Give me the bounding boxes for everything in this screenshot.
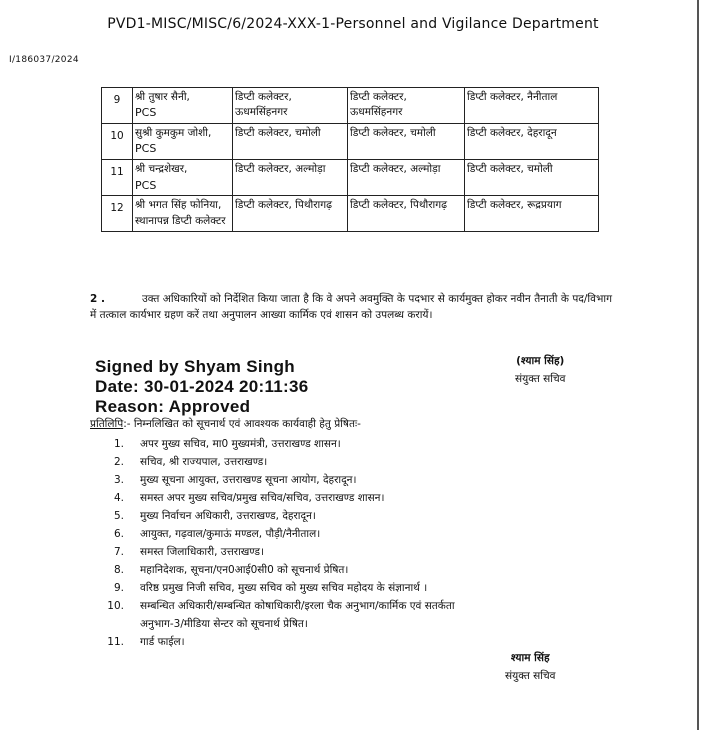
list-item — [90, 471, 610, 489]
signature-reason-text: Reason: Approved — [95, 397, 251, 416]
list-item-line: समस्त जिलाधिकारी, उत्तराखण्ड। — [140, 546, 264, 558]
table-row — [102, 196, 599, 231]
officer-name: श्री भगत सिंह फोनिया, स्थानापन्न डिप्टी कलेक्टर — [135, 199, 226, 227]
list-item-line: सचिव, श्री राज्यपाल, उत्तराखण्ड। — [140, 456, 268, 468]
list-item-text — [140, 489, 610, 507]
officer-name: श्री चन्द्रशेखर, — [135, 163, 188, 176]
relieving-post-cell: डिप्टी कलेक्टर, चमोली — [348, 124, 465, 160]
instruction-paragraph — [90, 291, 612, 324]
officer-name-cell — [133, 160, 233, 196]
list-item-number: 6. — [113, 528, 124, 540]
table-row — [102, 88, 599, 124]
list-item-number: 10. — [107, 600, 124, 612]
row-number: 10 — [102, 124, 133, 160]
list-item-line: मुख्य निर्वाचन अधिकारी, उत्तराखण्ड, देहरादून। — [140, 510, 316, 522]
list-item-number: 4. — [113, 492, 124, 504]
signature-date-text: Date: 30-01-2024 20:11:36 — [95, 377, 309, 396]
paragraph-number: 2 . — [90, 293, 105, 305]
list-item-line: महानिदेशक, सूचना/एन0आई0सी0 को सूचनार्थ प्रेषित। — [140, 564, 349, 576]
distribution-list — [90, 435, 610, 651]
list-item-text — [140, 633, 610, 651]
reference-number: I/186037/2024 — [9, 55, 79, 65]
list-item — [90, 453, 610, 471]
list-item — [90, 561, 610, 579]
signatory-block-bottom — [505, 650, 555, 686]
list-item-continuation: अनुभाग-3/मीडिया सेन्टर को सूचनार्थ प्रेषित। — [140, 618, 308, 630]
list-item-text — [140, 579, 610, 597]
row-number: 12 — [102, 196, 133, 231]
list-item-text — [140, 453, 610, 471]
new-post-cell: डिप्टी कलेक्टर, देहरादून — [465, 124, 599, 160]
list-item-number: 1. — [113, 438, 124, 450]
officer-name: सुश्री कुमकुम जोशी, — [135, 127, 212, 140]
list-item-text — [140, 597, 610, 633]
digital-signature-stamp — [95, 357, 309, 417]
list-item — [90, 525, 610, 543]
relieving-post-cell: डिप्टी कलेक्टर, ऊधमसिंहनगर — [348, 88, 465, 124]
list-item-line: मुख्य सूचना आयुक्त, उत्तराखण्ड सूचना आयोग, देहरादून। — [140, 474, 357, 486]
signed-by-text: Signed by Shyam Singh — [95, 357, 295, 376]
new-post-cell: डिप्टी कलेक्टर, रूद्रप्रयाग — [465, 196, 599, 231]
signatory-designation-bottom: संयुक्त सचिव — [505, 669, 556, 682]
list-item-number: 2. — [113, 456, 124, 468]
signatory-block-top — [515, 353, 565, 389]
current-post-cell: डिप्टी कलेक्टर, अल्मोड़ा — [233, 160, 348, 196]
list-item-number: 9. — [113, 582, 124, 594]
officer-cadre: PCS — [135, 106, 157, 120]
list-item — [90, 489, 610, 507]
copy-to-label: प्रतिलिपि — [90, 418, 124, 430]
list-item-text — [140, 543, 610, 561]
relieving-post-cell: डिप्टी कलेक्टर, पिथौरागढ़ — [348, 196, 465, 231]
list-item-text — [140, 561, 610, 579]
list-item-line: सम्बन्धित अधिकारी/सम्बन्धित कोषाधिकारी/इरला चैक अनुभाग/कार्मिक एवं सतर्कता — [140, 600, 455, 612]
new-post-cell: डिप्टी कलेक्टर, नैनीताल — [465, 88, 599, 124]
list-item-line: वरिष्ठ प्रमुख निजी सचिव, मुख्य सचिव को मुख्य सचिव महोदय के संज्ञानार्थ । — [140, 582, 428, 594]
officer-name: श्री तुषार सैनी, — [135, 91, 190, 103]
copy-to-text: :- निम्नलिखित को सूचनार्थ एवं आवश्यक कार्यवाही हेतु प्रेषितः- — [123, 418, 361, 430]
list-item-line: गार्ड फाईल। — [140, 636, 185, 648]
row-number: 11 — [102, 160, 133, 196]
officer-cadre: PCS — [135, 142, 157, 156]
officer-name-cell — [133, 88, 233, 124]
officer-name-cell — [133, 124, 233, 160]
relieving-post-cell: डिप्टी कलेक्टर, अल्मोड़ा — [348, 160, 465, 196]
list-item-number: 5. — [113, 510, 124, 522]
row-number: 9 — [102, 88, 133, 124]
file-number-header: PVD1-MISC/MISC/6/2024-XXX-1-Personnel and Vigilance Department — [107, 16, 599, 32]
list-item-text — [140, 435, 610, 453]
list-item-number: 3. — [113, 474, 124, 486]
copy-to-heading — [90, 417, 361, 431]
paragraph-text: उक्त अधिकारियों को निर्देशित किया जाता है कि वे अपने अवमुक्ति के पदभार से कार्यमुक्त होकर नवीन तैनाती के पद/विभाग में तत्काल कार्यभार ग्रहण करें तथा अनुपालन आख्या कार्मिक एवं शासन को उपलब्ध करायें। — [90, 293, 612, 322]
list-item-number: 11. — [107, 636, 124, 648]
list-item — [90, 543, 610, 561]
table-row — [102, 124, 599, 160]
current-post-cell: डिप्टी कलेक्टर, पिथौरागढ़ — [233, 196, 348, 231]
list-item-line: समस्त अपर मुख्य सचिव/प्रमुख सचिव/सचिव, उत्तराखण्ड शासन। — [140, 492, 385, 504]
list-item-text — [140, 507, 610, 525]
current-post-cell: डिप्टी कलेक्टर, ऊधमसिंहनगर — [233, 88, 348, 124]
list-item — [90, 633, 610, 651]
transfer-table — [101, 87, 599, 232]
list-item-line: आयुक्त, गढ़वाल/कुमाऊं मण्डल, पौड़ी/नैनीताल। — [140, 528, 321, 540]
officer-cadre: PCS — [135, 178, 157, 192]
list-item — [90, 507, 610, 525]
list-item — [90, 579, 610, 597]
signatory-name-bottom: श्याम सिंह — [510, 652, 550, 664]
new-post-cell: डिप्टी कलेक्टर, चमोली — [465, 160, 599, 196]
signatory-designation: संयुक्त सचिव — [515, 372, 566, 385]
page-edge-border — [697, 0, 699, 730]
officer-name-cell — [133, 196, 233, 231]
list-item-line: अपर मुख्य सचिव, मा0 मुख्यमंत्री, उत्तराखण्ड शासन। — [140, 438, 341, 450]
list-item-number: 8. — [113, 564, 124, 576]
list-item-text — [140, 525, 610, 543]
list-item-text — [140, 471, 610, 489]
list-item-number: 7. — [113, 546, 124, 558]
list-item — [90, 597, 610, 633]
list-item — [90, 435, 610, 453]
signatory-name: (श्याम सिंह) — [516, 355, 565, 367]
current-post-cell: डिप्टी कलेक्टर, चमोली — [233, 124, 348, 160]
table-row — [102, 160, 599, 196]
